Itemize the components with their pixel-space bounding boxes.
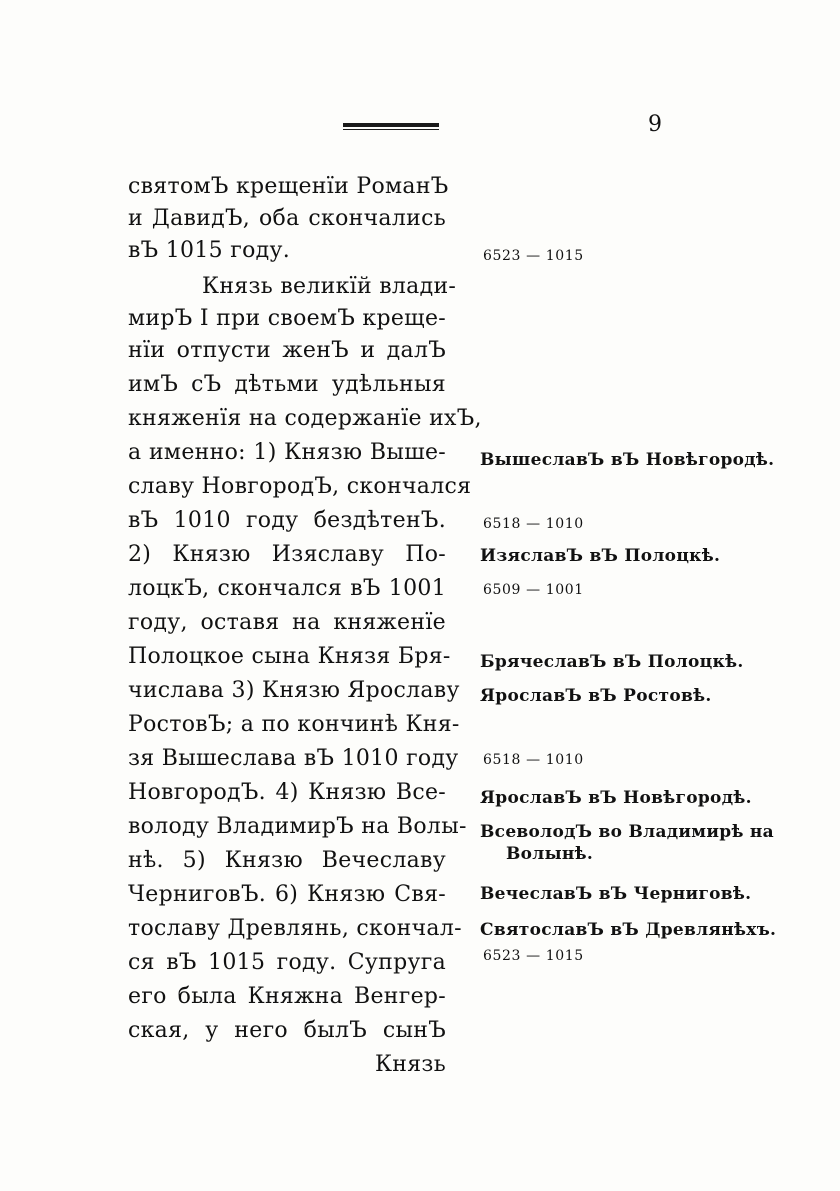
main-text-line: 2) Князю Изяславу По-: [128, 542, 446, 567]
margin-note: ВсеволодЪ во Владимирѣ на: [480, 822, 774, 842]
margin-note: БрячеславЪ вЪ Полоцкѣ.: [480, 652, 744, 672]
main-text-line: его была Княжна Венгер-: [128, 984, 446, 1009]
margin-date: 6523 — 1015: [483, 948, 584, 964]
main-text-line: мирЪ I при своемЪ крещe-: [128, 306, 446, 331]
main-text-line: княженїя на содержанїе ихЪ,: [128, 406, 482, 431]
main-text-line: тославу Древлянь, скончал-: [128, 916, 462, 941]
main-text-line: ЧерниговЪ. 6) Князю Свя-: [128, 882, 446, 907]
margin-note: ВышеславЪ вЪ Новѣгородѣ.: [480, 450, 775, 470]
main-text-line: лоцкЪ, скончался вЪ 1001: [128, 576, 446, 601]
margin-date: 6518 — 1010: [483, 752, 584, 768]
margin-note: Волынѣ.: [506, 844, 594, 864]
header-rule-thick: [343, 123, 439, 127]
main-text-line: славу НовгородЪ, скончался: [128, 474, 472, 499]
margin-note: ЯрославЪ вЪ Новѣгородѣ.: [480, 788, 752, 808]
header-ornament-rule: [343, 123, 439, 132]
main-text-line: нѣ. 5) Князю Вечеславу: [128, 848, 446, 873]
main-text-line: святомЪ крещенїи РоманЪ: [128, 174, 449, 199]
margin-date: 6518 — 1010: [483, 516, 584, 532]
main-text-line: володу ВладимирЪ на Волы-: [128, 814, 467, 839]
margin-note: СвятославЪ вЪ Древлянѣхъ.: [480, 920, 777, 940]
margin-date: 6523 — 1015: [483, 248, 584, 264]
main-text-line: Полоцкое сына Князя Бря-: [128, 644, 451, 669]
main-text-line: Князь великїй влади-: [202, 274, 457, 299]
main-text-line: вЪ 1015 году.: [128, 238, 290, 263]
main-text-line: году, оставя на княженїе: [128, 610, 446, 635]
main-text-line: вЪ 1010 году бездѣтенЪ.: [128, 508, 446, 533]
margin-note: ВечеславЪ вЪ Черниговѣ.: [480, 884, 752, 904]
main-text-line: зя Вышеслава вЪ 1010 году: [128, 746, 459, 771]
main-text-line: НовгородЪ. 4) Князю Все-: [128, 780, 446, 805]
catchword: Князь: [374, 1052, 446, 1077]
main-text-line: ся вЪ 1015 году. Супруга: [128, 950, 446, 975]
margin-note: ИзяславЪ вЪ Полоцкѣ.: [480, 546, 721, 566]
main-text-line: и ДавидЪ, оба скончались: [128, 206, 446, 231]
main-text-line: ская, у него былЪ сынЪ: [128, 1018, 446, 1043]
header-rule-thin: [343, 129, 439, 130]
margin-date: 6509 — 1001: [483, 582, 584, 598]
main-text-line: РостовЪ; а по кончинѣ Кня-: [128, 712, 460, 737]
main-text-line: имЪ сЪ дѣтьми удѣльныя: [128, 372, 446, 397]
main-text-line: числава 3) Князю Ярославу: [128, 678, 460, 703]
margin-note: ЯрославЪ вЪ Ростовѣ.: [480, 686, 712, 706]
main-text-line: а именно: 1) Князю Выше-: [128, 440, 446, 465]
page-number: 9: [648, 112, 662, 137]
main-text-line: нїи отпусти женЪ и далЪ: [128, 338, 446, 363]
